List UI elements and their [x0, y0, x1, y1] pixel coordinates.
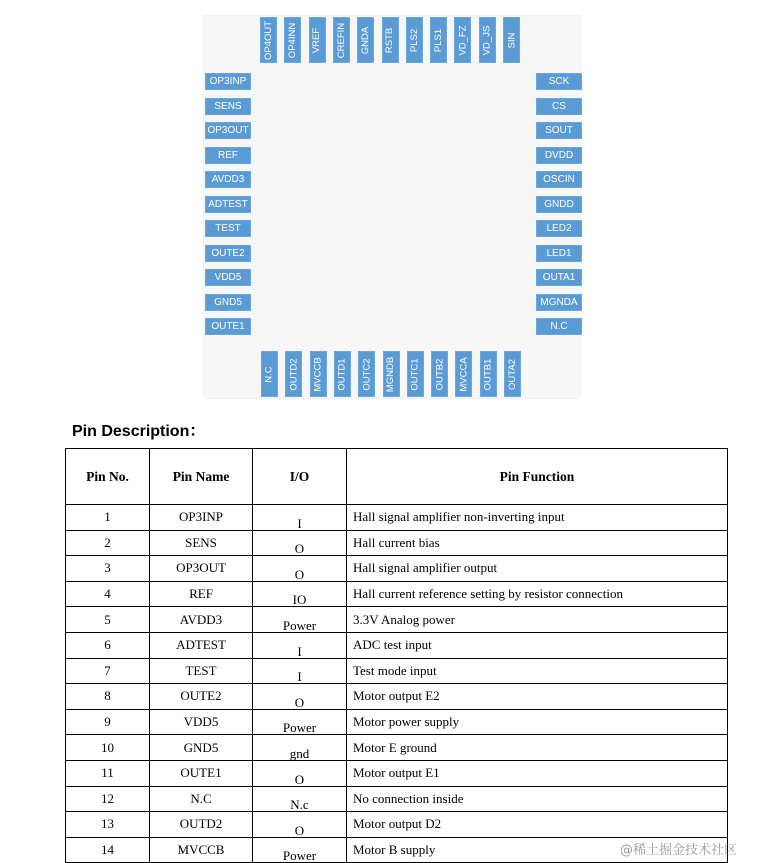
pin-label — [382, 17, 399, 63]
pin-function-cell: Hall signal amplifier output — [347, 556, 728, 582]
table-row — [66, 658, 728, 684]
pin-label — [503, 17, 520, 63]
pin-label-text: OP4INN — [287, 22, 299, 58]
pin-label: OP3INP — [205, 73, 251, 90]
pin-label — [309, 17, 326, 63]
pin-name-cell: SENS — [150, 530, 253, 556]
pin-function-cell: Motor B supply — [347, 837, 728, 863]
pin-label — [357, 17, 374, 63]
pin-name-cell: GND5 — [150, 735, 253, 761]
pin-function-cell: Test mode input — [347, 658, 728, 684]
pin-label: OUTA1 — [536, 269, 582, 286]
pin-label: SOUT — [536, 122, 582, 139]
pin-label-text: CREFIN — [335, 22, 347, 58]
pin-label — [430, 17, 447, 63]
pin-label — [261, 351, 278, 397]
pin-label-text: OUTA2 — [507, 358, 518, 390]
pin-number-cell: 5 — [66, 607, 150, 633]
pin-label — [358, 351, 375, 397]
pin-label: MGNDA — [536, 294, 582, 311]
pin-label — [284, 17, 301, 63]
pin-name-cell: OP3OUT — [150, 556, 253, 582]
pin-label — [310, 351, 327, 397]
pin-function-cell: Motor output E2 — [347, 684, 728, 710]
table-row — [66, 760, 728, 786]
pin-label — [383, 351, 400, 397]
pin-label — [431, 351, 448, 397]
pin-label — [454, 17, 471, 63]
pin-label-text: VD_FZ — [457, 24, 469, 56]
pin-label — [407, 351, 424, 397]
pin-number-cell: 4 — [66, 581, 150, 607]
pin-name-cell: REF — [150, 581, 253, 607]
pin-function-cell: Motor output E1 — [347, 760, 728, 786]
pin-label-text: MVCCA — [458, 356, 470, 392]
pin-name-cell: OP3INP — [150, 505, 253, 531]
pin-label-text: OUTC1 — [409, 357, 421, 391]
pin-name-cell: ADTEST — [150, 632, 253, 658]
pin-function-cell: ADC test input — [347, 632, 728, 658]
pin-number-cell: 13 — [66, 812, 150, 838]
pin-label-text: SIN — [506, 32, 517, 48]
pin-label: SENS — [205, 98, 251, 115]
table-row — [66, 786, 728, 812]
table-row — [66, 556, 728, 582]
pin-io-cell: N.c — [253, 786, 347, 812]
pin-number-cell: 3 — [66, 556, 150, 582]
header-pin-no: Pin No. — [66, 449, 150, 505]
pin-label: VDD5 — [205, 269, 251, 286]
pin-number-cell: 6 — [66, 632, 150, 658]
pin-label — [406, 17, 423, 63]
table-row — [66, 581, 728, 607]
pin-label-text: RSTB — [384, 27, 396, 53]
pin-label: N.C — [536, 318, 582, 335]
pin-io-cell: O — [253, 684, 347, 710]
pin-name-cell: TEST — [150, 658, 253, 684]
pin-label-text: PLS2 — [408, 28, 420, 52]
watermark: @稀土掘金技术社区 — [620, 843, 738, 858]
table-row — [66, 735, 728, 761]
pin-io-cell: I — [253, 505, 347, 531]
pin-label: LED2 — [536, 220, 582, 237]
table-header-row — [66, 449, 728, 505]
pin-function-cell: Hall signal amplifier non-inverting input — [347, 505, 728, 531]
pin-io-cell: IO — [253, 581, 347, 607]
pin-function-cell: Motor output D2 — [347, 812, 728, 838]
pin-function-cell: Hall current reference setting by resistor connection — [347, 581, 728, 607]
table-row — [66, 684, 728, 710]
pin-name-cell: N.C — [150, 786, 253, 812]
pin-io-cell: O — [253, 760, 347, 786]
pin-label: GNDD — [536, 196, 582, 213]
header-io: I/O — [253, 449, 347, 505]
pin-label: OSCIN — [536, 171, 582, 188]
pin-label: CS — [536, 98, 582, 115]
pin-label-text: MGNDB — [385, 356, 397, 392]
pin-io-cell: I — [253, 632, 347, 658]
pin-name-cell: OUTE1 — [150, 760, 253, 786]
pin-number-cell: 2 — [66, 530, 150, 556]
pin-number-cell: 10 — [66, 735, 150, 761]
pin-io-cell: Power — [253, 837, 347, 863]
pin-number-cell: 8 — [66, 684, 150, 710]
table-row — [66, 812, 728, 838]
pin-name-cell: VDD5 — [150, 709, 253, 735]
pin-label: REF — [205, 147, 251, 164]
pin-label — [479, 17, 496, 63]
pin-label-text: PLS1 — [433, 28, 445, 52]
pin-number-cell: 12 — [66, 786, 150, 812]
pin-label — [504, 351, 521, 397]
pin-name-cell: OUTD2 — [150, 812, 253, 838]
pin-label — [333, 17, 350, 63]
pin-number-cell: 11 — [66, 760, 150, 786]
pin-function-cell: Hall current bias — [347, 530, 728, 556]
section-title: Pin Description： — [72, 423, 206, 440]
pin-number-cell: 1 — [66, 505, 150, 531]
table-row — [66, 607, 728, 633]
package-diagram — [0, 0, 771, 410]
pin-io-cell: I — [253, 658, 347, 684]
pin-label — [455, 351, 472, 397]
pin-label-text: OUTD2 — [288, 357, 300, 391]
pin-io-cell: O — [253, 556, 347, 582]
chip-body — [204, 16, 580, 398]
table-row — [66, 505, 728, 531]
pin-label-text: OUTC2 — [361, 357, 373, 391]
pin-label: TEST — [205, 220, 251, 237]
pin-label-text: OUTB1 — [482, 358, 494, 390]
pin-name-cell: OUTE2 — [150, 684, 253, 710]
pin-label-text: N.C — [264, 365, 275, 383]
pin-label: GND5 — [205, 294, 251, 311]
table-row — [66, 632, 728, 658]
pin-label-text: MVCCB — [312, 356, 324, 392]
pin-number-cell: 14 — [66, 837, 150, 863]
pin-label — [285, 351, 302, 397]
header-pin-name: Pin Name — [150, 449, 253, 505]
pin-label: AVDD3 — [205, 171, 251, 188]
pin-label: LED1 — [536, 245, 582, 262]
pin-io-cell: gnd — [253, 735, 347, 761]
pin-number-cell: 7 — [66, 658, 150, 684]
pin-number-cell: 9 — [66, 709, 150, 735]
pin-io-cell: O — [253, 812, 347, 838]
pin-label-text: OUTD1 — [336, 357, 348, 391]
pin-function-cell: Motor power supply — [347, 709, 728, 735]
pin-label-text: OP4OUT — [263, 20, 274, 60]
pin-label: OUTE1 — [205, 318, 251, 335]
pin-io-cell: O — [253, 530, 347, 556]
header-pin-function: Pin Function — [347, 449, 728, 505]
table-row — [66, 530, 728, 556]
pin-label-text: VREF — [311, 27, 323, 53]
pin-label: ADTEST — [205, 196, 251, 213]
pin-label-text: OUTB2 — [434, 358, 446, 390]
pin-description-table — [65, 448, 728, 863]
pin-function-cell: No connection inside — [347, 786, 728, 812]
pin-label: SCK — [536, 73, 582, 90]
pin-function-cell: 3.3V Analog power — [347, 607, 728, 633]
pin-name-cell: AVDD3 — [150, 607, 253, 633]
pin-label-text: GNDA — [360, 26, 372, 54]
pin-function-cell: Motor E ground — [347, 735, 728, 761]
pin-label — [480, 351, 497, 397]
pin-label: OP3OUT — [205, 122, 251, 139]
pin-label — [260, 17, 277, 63]
pin-label: OUTE2 — [205, 245, 251, 262]
pin-io-cell: Power — [253, 709, 347, 735]
pin-io-cell: Power — [253, 607, 347, 633]
pin-label: DVDD — [536, 147, 582, 164]
pin-label — [334, 351, 351, 397]
pin-label-text: VD_JS — [481, 25, 493, 55]
table-row — [66, 709, 728, 735]
pin-name-cell: MVCCB — [150, 837, 253, 863]
